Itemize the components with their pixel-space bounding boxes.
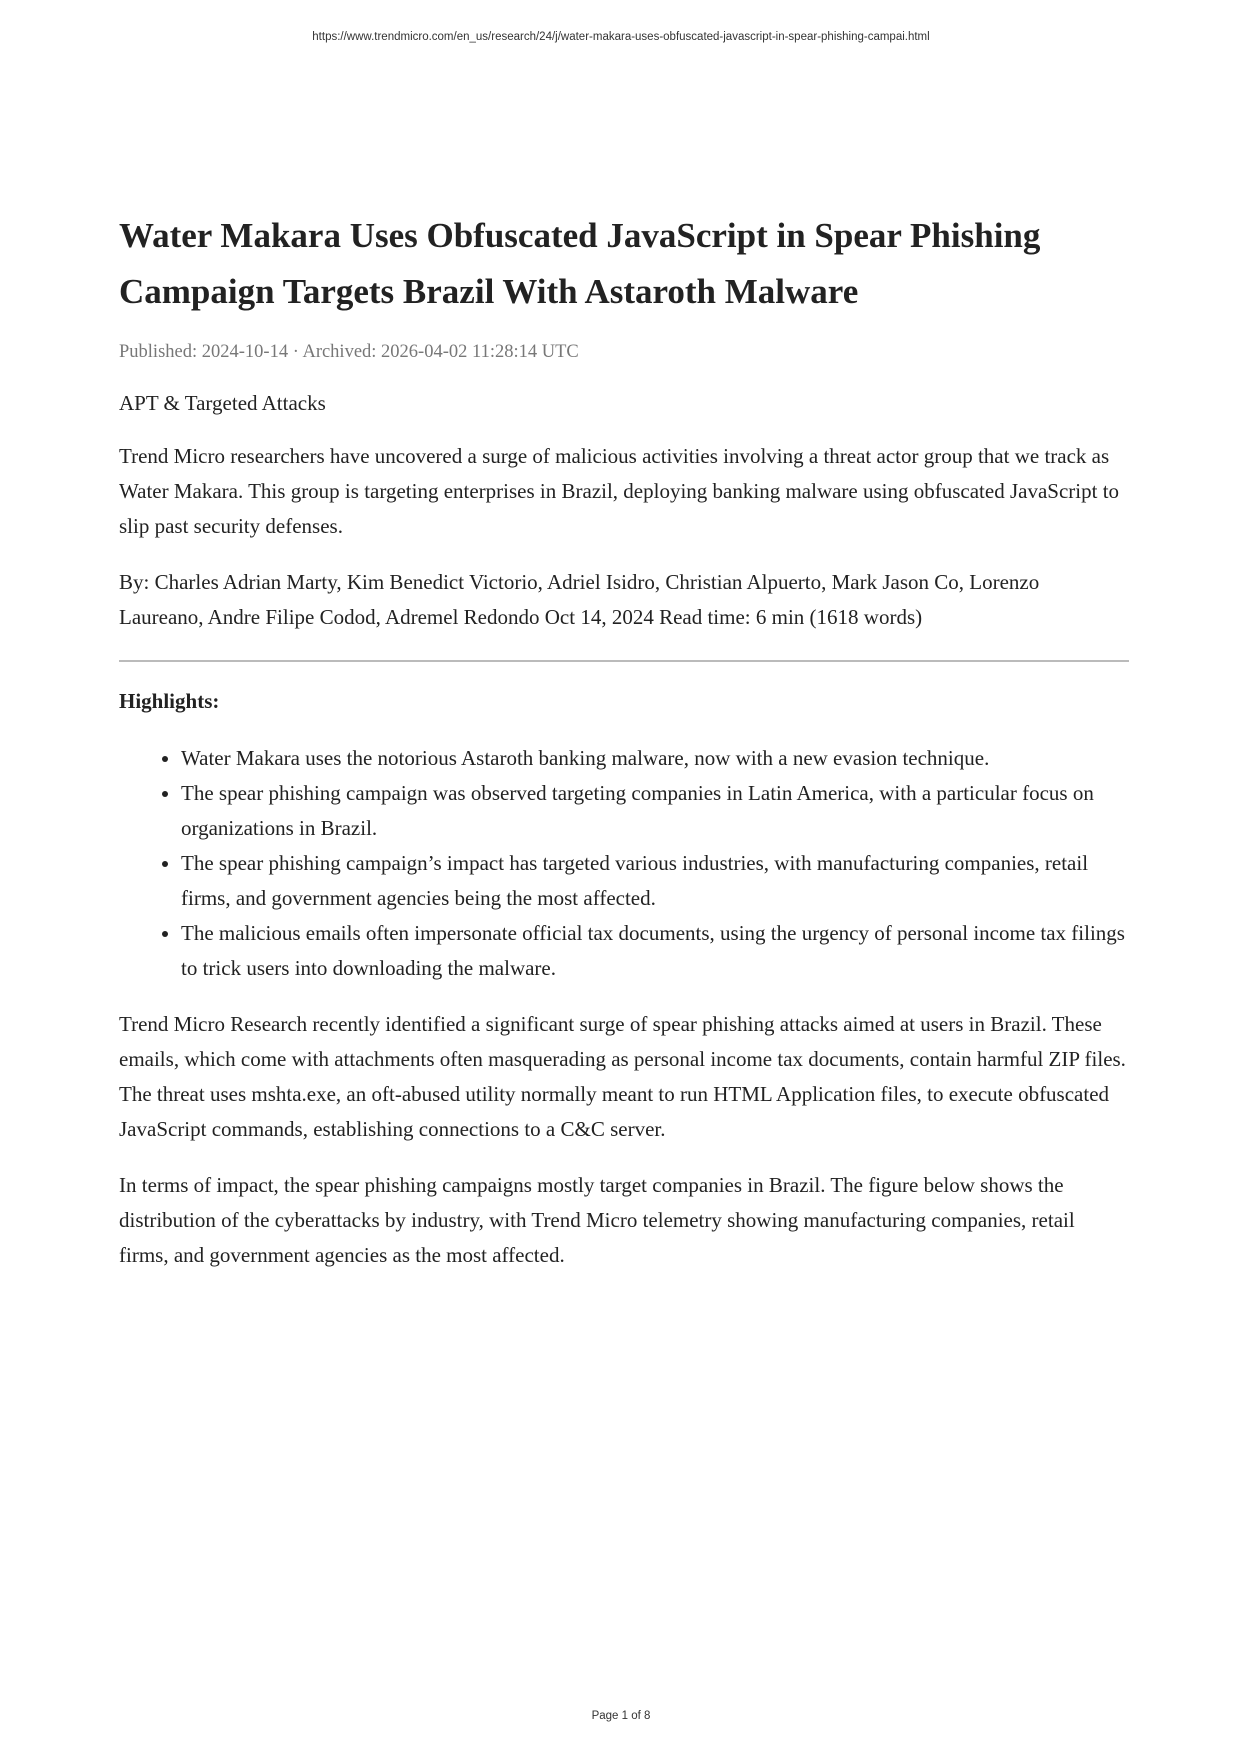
highlight-item: • The malicious emails often impersonate official tax documents, using the urgency of personal income tax filings to trick users into downloading the malware. [181,916,1129,986]
article-summary: Trend Micro researchers have uncovered a surge of malicious activities involving a threat actor group that we track as Water Makara. This group is targeting enterprises in Brazil, deploying banking malware using obfuscated JavaScript to slip past security defenses. [119,444,1120,538]
article-body [119,208,1129,1294]
highlight-item: • Water Makara uses the notorious Astaroth banking malware, now with a new evasion technique. [181,741,1129,776]
section-divider [119,660,1129,662]
page-url-header: https://www.trendmicro.com/en_us/research/24/j/water-makara-uses-obfuscated-javascript-in-spear-phishing-campai.html [312,31,930,43]
article-category: APT & Targeted Attacks [119,391,326,415]
highlight-item: • The spear phishing campaign’s impact has targeted various industries, with manufacturing companies, retail firms, and government agencies being the most affected. [181,846,1129,916]
author-byline: By: Charles Adrian Marty, Kim Benedict Victorio, Adriel Isidro, Christian Alpuerto, Mark Jason Co, Lorenzo Laureano, Andre Filipe Codod, Adremel Redondo Oct 14, 2024 Read time: 6 min (1618 words) [119,570,1040,629]
body-paragraph: Trend Micro Research recently identified a significant surge of spear phishing attacks aimed at users in Brazil. These emails, which come with attachments often masquerading as personal income tax documents, contain harmful ZIP files. The threat uses mshta.exe, an oft-abused utility normally meant to run HTML Application files, to execute obfuscated JavaScript commands, establishing connections to a C&C server. [119,1012,1126,1141]
highlights-list [119,741,1129,986]
publish-meta: Published: 2024-10-14 · Archived: 2026-04-02 11:28:14 UTC [119,342,579,362]
page-number: Page 1 of 8 [591,1710,651,1722]
highlights-heading: Highlights: [119,689,220,713]
highlight-item: • The spear phishing campaign was observed targeting companies in Latin America, with a particular focus on organizations in Brazil. [181,776,1129,846]
body-paragraph: In terms of impact, the spear phishing campaigns mostly target companies in Brazil. The figure below shows the distribution of the cyberattacks by industry, with Trend Micro telemetry showing manufacturing companies, retail firms, and government agencies as the most affected. [119,1173,1075,1267]
article-title: Water Makara Uses Obfuscated JavaScript in Spear Phishing Campaign Targets Brazil With Astaroth Malware [119,216,1041,311]
